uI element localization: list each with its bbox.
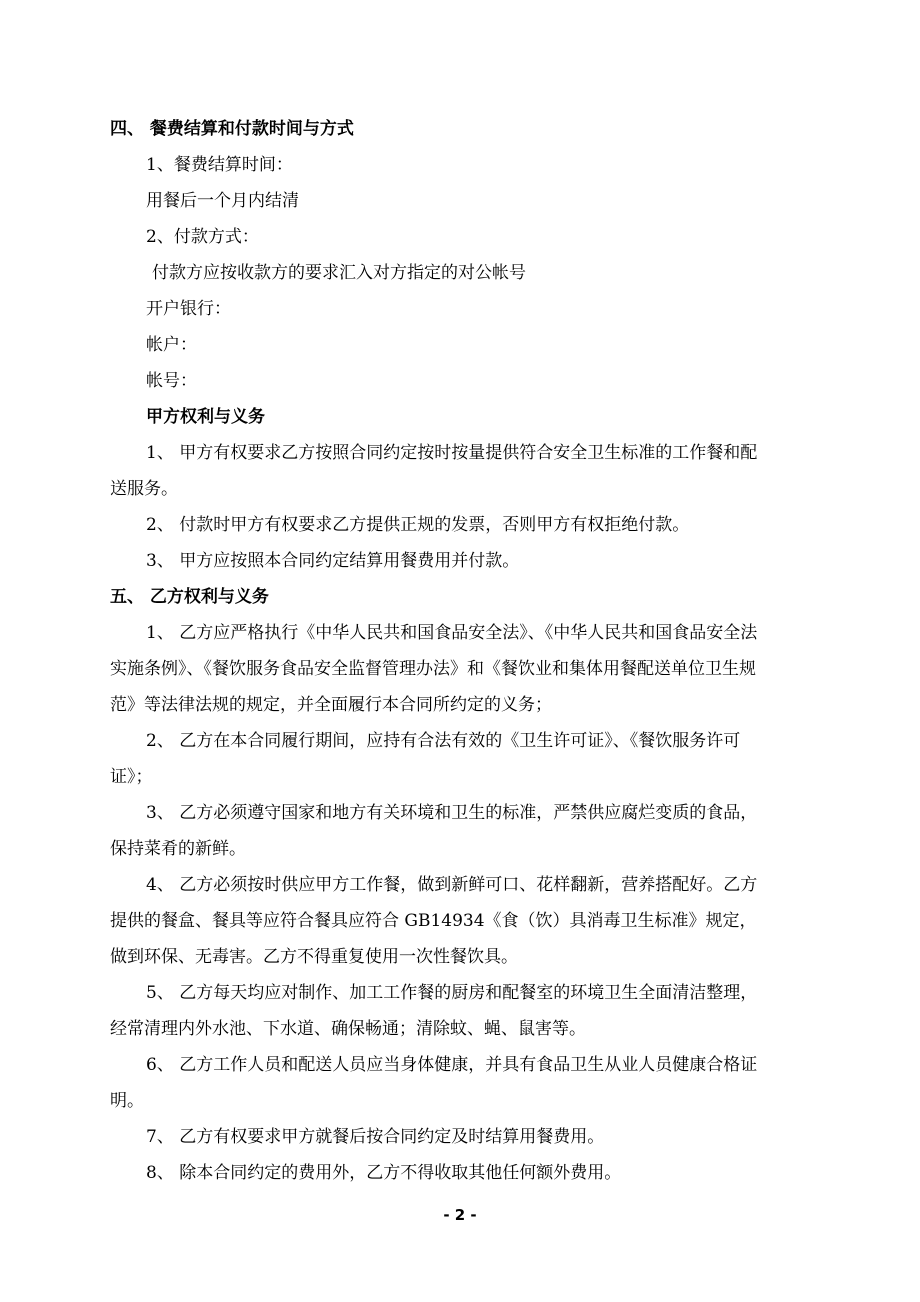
party-b-item-6-line-2: 明。 — [110, 1091, 144, 1111]
party-a-item-3: 3、 甲方应按照本合同约定结算用餐费用并付款。 — [146, 551, 520, 571]
party-b-item-5-line-2: 经常清理内外水池、下水道、确保畅通；清除蚊、蝇、鼠害等。 — [110, 1019, 586, 1039]
party-b-item-7: 7、 乙方有权要求甲方就餐后按合同约定及时结算用餐费用。 — [146, 1127, 605, 1147]
party-b-item-3-line-1: 3、 乙方必须遵守国家和地方有关环境和卫生的标准，严禁供应腐烂变质的食品， — [146, 803, 758, 823]
account-number-label: 帐号： — [146, 371, 197, 391]
party-b-item-4-line-3: 做到环保、无毒害。乙方不得重复使用一次性餐饮具。 — [110, 947, 518, 967]
payment-method-label: 2、付款方式： — [146, 227, 259, 247]
section4-heading: 四、 餐费结算和付款时间与方式 — [110, 119, 354, 139]
party-a-item-1-line-2: 送服务。 — [110, 479, 178, 499]
section5-heading: 五、 乙方权利与义务 — [110, 587, 269, 607]
party-b-item-6-line-1: 6、 乙方工作人员和配送人员应当身体健康，并具有食品卫生从业人员健康合格证 — [146, 1055, 758, 1075]
party-b-item-4-line-1: 4、 乙方必须按时供应甲方工作餐，做到新鲜可口、花样翻新，营养搭配好。乙方 — [146, 875, 758, 895]
payment-method-value: 付款方应按收款方的要求汇入对方指定的对公帐号 — [152, 263, 526, 283]
party-a-item-2: 2、 付款时甲方有权要求乙方提供正规的发票，否则甲方有权拒绝付款。 — [146, 515, 690, 535]
party-a-item-1-line-1: 1、 甲方有权要求乙方按照合同约定按时按量提供符合安全卫生标准的工作餐和配 — [146, 443, 758, 463]
party-b-item-1-line-1: 1、 乙方应严格执行《中华人民共和国食品安全法》、《中华人民共和国食品安全法 — [146, 623, 758, 643]
party-b-item-8: 8、 除本合同约定的费用外，乙方不得收取其他任何额外费用。 — [146, 1163, 622, 1183]
party-b-item-3-line-2: 保持菜肴的新鲜。 — [110, 839, 246, 859]
settlement-time-label: 1、餐费结算时间： — [146, 155, 293, 175]
party-b-item-4-line-2: 提供的餐盒、餐具等应符合餐具应符合 GB14934《食（饮）具消毒卫生标准》规定， — [110, 911, 757, 931]
party-b-item-2-line-2: 证》； — [110, 767, 153, 787]
party-b-item-2-line-1: 2、 乙方在本合同履行期间，应持有合法有效的《卫生许可证》、《餐饮服务许可 — [146, 731, 741, 751]
account-name-label: 帐户： — [146, 335, 197, 355]
party-a-heading: 甲方权利与义务 — [146, 407, 265, 427]
party-b-item-1-line-2: 实施条例》、《餐饮服务食品安全监督管理办法》和《餐饮业和集体用餐配送单位卫生规 — [110, 659, 756, 679]
party-b-item-5-line-1: 5、 乙方每天均应对制作、加工工作餐的厨房和配餐室的环境卫生全面清洁整理， — [146, 983, 758, 1003]
settlement-time-value: 用餐后一个月内结清 — [146, 191, 299, 211]
bank-label: 开户银行： — [146, 299, 231, 319]
page-number: - 2 - — [443, 1206, 477, 1224]
party-b-item-1-line-3: 范》等法律法规的规定，并全面履行本合同所约定的义务； — [110, 695, 552, 715]
